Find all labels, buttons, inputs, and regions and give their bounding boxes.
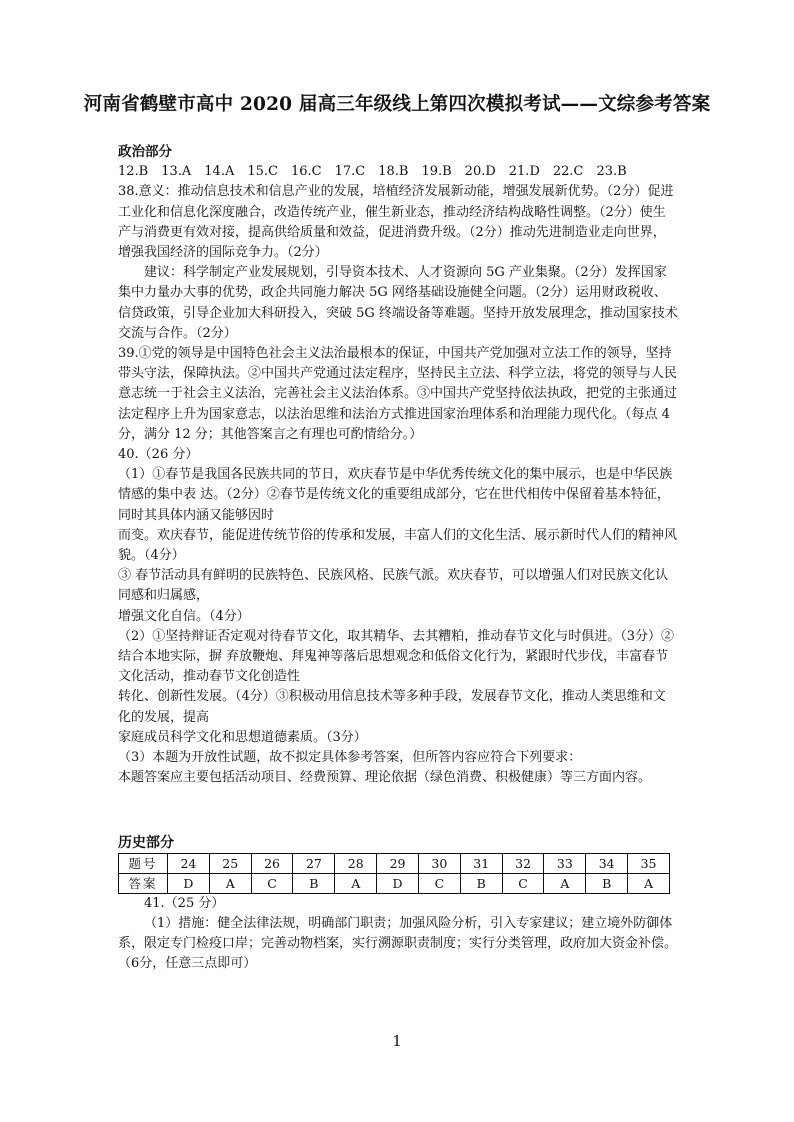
table-cell: 30 bbox=[418, 853, 460, 873]
q40-part2-a: （2）①坚持辩证否定观对待春节文化，取其精华、去其糟粕，推动春节文化与时俱进。（3分）②结合本地实际，摒 弃放鞭炮、拜鬼神等落后思想观念和低俗文化行为，紧跟时代步伐，丰富春节文化活动，推动春节文化创造性 bbox=[118, 628, 675, 685]
table-cell: A bbox=[335, 873, 377, 893]
table-cell: D bbox=[168, 873, 210, 893]
q41-heading: 41.（25 分） bbox=[144, 895, 225, 911]
table-cell: C bbox=[502, 873, 544, 893]
table-label-question: 题号 bbox=[119, 853, 168, 873]
q40-part1-d: 增强文化自信。（4分） bbox=[118, 608, 250, 624]
politics-mc-answers: 12.B 13.A 14.A 15.C 16.C 17.C 18.B 19.B 20.D 21.D 22.C 23.B bbox=[118, 164, 627, 180]
q40-part1-a: （1）①春节是我国各民族共同的节日，欢庆春节是中华优秀传统文化的集中展示，也是中华民族情感的集中表 达。（2分）②春节是传统文化的重要组成部分，它在世代相传中保留着基本特征，同时其具体内涵又能够因时 bbox=[118, 467, 673, 523]
table-cell: 34 bbox=[586, 853, 628, 873]
table-row-question-numbers bbox=[119, 853, 670, 873]
table-label-answer: 答案 bbox=[119, 873, 168, 893]
table-cell: 32 bbox=[502, 853, 544, 873]
table-cell: A bbox=[628, 873, 670, 893]
table-cell: B bbox=[460, 873, 502, 893]
q40-part3-a: （3）本题为开放性试题，故不拟定具体参考答案，但所答内容应符合下列要求： bbox=[118, 750, 582, 766]
q40-part1-b: 而变。欢庆春节，能促进传统节俗的传承和发展，丰富人们的文化生活、展示新时代人们的精神风貌。（4分） bbox=[118, 527, 678, 564]
politics-heading: 政治部分 bbox=[118, 144, 172, 160]
table-row-answers bbox=[119, 873, 670, 893]
table-cell: 27 bbox=[293, 853, 335, 873]
page-number: 1 bbox=[392, 1032, 402, 1050]
table-cell: 35 bbox=[628, 853, 670, 873]
q40-part2-b: 转化、创新性发展。（4分）③积极动用信息技术等多种手段，发展春节文化，推动人类思维和文化的发展，提高 bbox=[118, 689, 666, 725]
q40-part1-c: ③ 春节活动具有鲜明的民族特色、民族风格、民族气派。欢庆春节，可以增强人们对民族文化认同感和归属感， bbox=[118, 568, 669, 604]
table-cell: 31 bbox=[460, 853, 502, 873]
page-title: 河南省鹤壁市高中 2020 届高三年级线上第四次模拟考试——文综参考答案 bbox=[83, 94, 711, 115]
answer-content bbox=[118, 142, 678, 975]
q38-significance: 38.意义：推动信息技术和信息产业的发展，培植经济发展新动能，增强发展新优势。（2分）促进工业化和信息化深度融合，改造传统产业，催生新业态，推动经济结构战略性调整。（2分）使生产与消费更有效对接，提高供给质量和效益，促进消费升级。（2分）推动先进制造业走向世界，增强我国经济的国际竞争力。（2分） bbox=[118, 184, 674, 261]
q41-part1: （1）措施：健全法律法规，明确部门职责；加强风险分析，引入专家建议；建立境外防御体系，限定专门检疫口岸；完善动物档案，实行溯源职责制度；实行分类管理，政府加大资金补偿。（6分，任意三点即可） bbox=[118, 915, 678, 972]
table-cell: 26 bbox=[251, 853, 293, 873]
q40-part2-c: 家庭成员科学文化和思想道德素质。（3分） bbox=[118, 729, 367, 745]
q40-heading: 40.（26 分） bbox=[118, 447, 199, 463]
table-cell: D bbox=[377, 873, 419, 893]
table-cell: 33 bbox=[544, 853, 586, 873]
table-cell: C bbox=[418, 873, 460, 893]
table-cell: A bbox=[544, 873, 586, 893]
table-cell: 24 bbox=[168, 853, 210, 873]
history-heading: 历史部分 bbox=[118, 834, 174, 851]
q40-part3-b: 本题答案应主要包括活动项目、经费预算、理论依据（绿色消费、积极健康）等三方面内容。 bbox=[118, 770, 652, 786]
table-cell: C bbox=[251, 873, 293, 893]
table-cell: B bbox=[293, 873, 335, 893]
table-cell: 25 bbox=[209, 853, 251, 873]
q39-answer: 39.①党的领导是中国特色社会主义法治最根本的保证，中国共产党加强对立法工作的领导，坚持带头守法，保障执法。②中国共产党通过法定程序，坚持民主立法、科学立法，将党的领导与人民意志统一于社会主义法治，完善社会主义法治体系。③中国共产党坚持依法执政，把党的主张通过法定程序上升为国家意志，以法治思维和法治方式推进国家治理体系和治理能力现代化。（每点 4 分，满分 12 分；其他答案言之有理也可酌情给分。） bbox=[118, 346, 678, 442]
table-cell: A bbox=[209, 873, 251, 893]
q38-suggestions: 建议：科学制定产业发展规划，引导资本技术、人才资源向 5G 产业集聚。（2分）发挥国家集中力量办大事的优势，政企共同施力解决 5G 网络基础设施健全问题。（2分）运用财政税收、信贷政策，引导企业加大科研投入，突破 5G 终端设备等难题。坚持开放发展理念，推动国家技术交流与合作。（2分） bbox=[118, 265, 678, 341]
table-cell: 29 bbox=[377, 853, 419, 873]
table-cell: B bbox=[586, 873, 628, 893]
history-answer-table bbox=[118, 853, 670, 894]
table-cell: 28 bbox=[335, 853, 377, 873]
